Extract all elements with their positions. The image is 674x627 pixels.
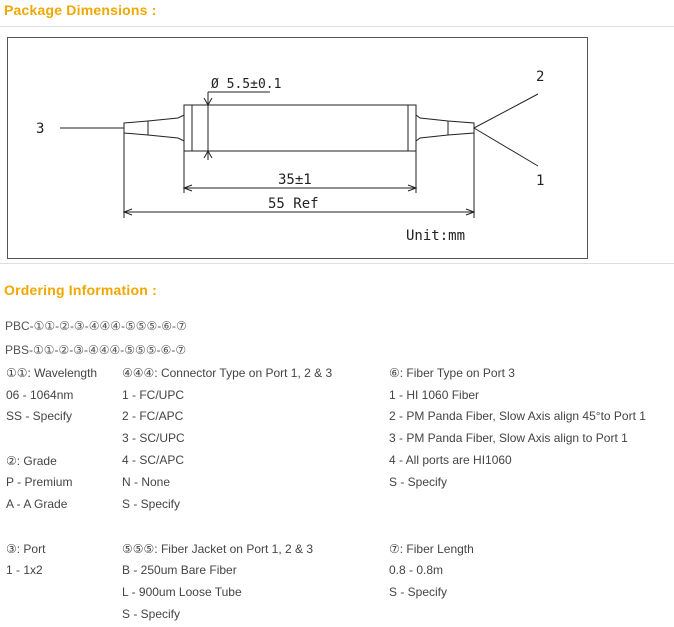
right-boot <box>416 115 474 141</box>
port-heading: ③: Port <box>6 542 46 556</box>
wavelength-heading: ①①: Wavelength <box>6 366 98 380</box>
divider <box>0 26 674 27</box>
list-item: B - 250um Bare Fiber <box>122 563 237 577</box>
list-item: 4 - All ports are HI1060 <box>389 453 512 467</box>
list-item: P - Premium <box>6 475 73 489</box>
port2-fiber <box>474 94 538 128</box>
list-item: A - A Grade <box>6 497 68 511</box>
list-item: 3 - PM Panda Fiber, Slow Axis align to Port 1 <box>389 431 628 445</box>
total-length-label: 55 Ref <box>268 196 319 212</box>
list-item: 06 - 1064nm <box>6 388 74 402</box>
port1-fiber <box>474 128 538 166</box>
list-item: S - Specify <box>122 497 181 511</box>
left-boot <box>124 115 184 141</box>
unit-label: Unit:mm <box>406 228 466 244</box>
part-code-pbs: PBS-①①-②-③-④④④-⑤⑤⑤-⑥-⑦ <box>5 343 187 357</box>
list-item: 4 - SC/APC <box>122 453 185 467</box>
fiber-length-heading: ⑦: Fiber Length <box>389 542 474 556</box>
jacket-heading: ⑤⑤⑤: Fiber Jacket on Port 1, 2 & 3 <box>122 542 314 556</box>
port3-label: 3 <box>36 121 45 137</box>
device-body <box>184 105 416 151</box>
list-item: 1 - FC/UPC <box>122 388 185 402</box>
list-item: 1 - HI 1060 Fiber <box>389 388 480 402</box>
package-drawing <box>7 37 588 259</box>
list-item: N - None <box>122 475 171 489</box>
list-item: SS - Specify <box>6 409 73 423</box>
part-code-pbc: PBC-①①-②-③-④④④-⑤⑤⑤-⑥-⑦ <box>5 319 187 333</box>
port2-label: 2 <box>536 69 545 85</box>
package-dimensions-title: Package Dimensions : <box>4 2 157 18</box>
list-item: 0.8 - 0.8m <box>389 563 444 577</box>
divider <box>0 263 674 264</box>
list-item: L - 900um Loose Tube <box>122 585 242 599</box>
list-item: 3 - SC/UPC <box>122 431 185 445</box>
list-item: 2 - PM Panda Fiber, Slow Axis align 45°to Port 1 <box>389 409 646 423</box>
drawing-svg <box>8 38 587 258</box>
list-item: 2 - FC/APC <box>122 409 184 423</box>
list-item: S - Specify <box>389 475 448 489</box>
grade-heading: ②: Grade <box>6 454 57 468</box>
list-item: S - Specify <box>389 585 448 599</box>
body-length-label: 35±1 <box>278 172 312 188</box>
list-item: 1 - 1x2 <box>6 563 43 577</box>
connector-heading: ④④④: Connector Type on Port 1, 2 & 3 <box>122 366 333 380</box>
port1-label: 1 <box>536 173 545 189</box>
ordering-information-title: Ordering Information : <box>4 282 157 298</box>
diameter-label: Ø 5.5±0.1 <box>211 77 282 92</box>
fiber-type-heading: ⑥: Fiber Type on Port 3 <box>389 366 515 380</box>
list-item: S - Specify <box>122 607 181 621</box>
